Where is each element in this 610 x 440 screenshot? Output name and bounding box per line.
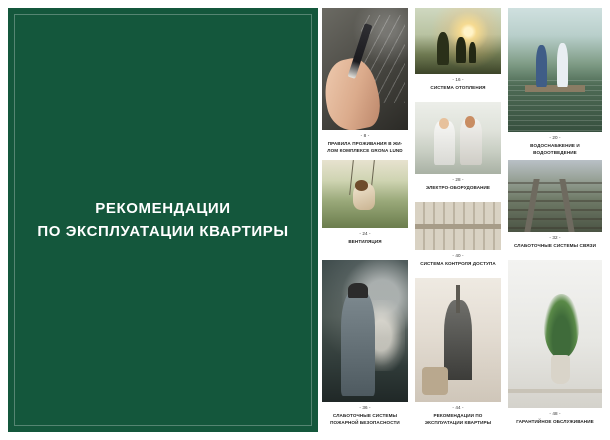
cover-panel	[8, 8, 318, 432]
thumbnail-caption	[322, 228, 408, 246]
thumbnail-caption	[415, 250, 501, 268]
section-label: ВЕНТИЛЯЦИЯ	[348, 238, 382, 244]
page-number: - 36 -	[359, 405, 371, 410]
thumbnail-rules[interactable]	[322, 8, 408, 156]
railway-tracks-photo	[508, 160, 602, 232]
children-on-jetty-photo	[508, 8, 602, 132]
page-number: - 48 -	[549, 411, 561, 416]
family-sunset-silhouette-photo	[415, 8, 501, 74]
thumbnail-recommendations[interactable]	[415, 278, 501, 432]
thumbnail-caption	[508, 132, 602, 156]
thumbnail-ventilation[interactable]	[322, 160, 408, 252]
page-number: - 16 -	[452, 77, 464, 82]
man-with-smoke-photo	[322, 260, 408, 402]
page-number: - 40 -	[452, 253, 464, 258]
wooden-fence-photo	[415, 202, 501, 250]
thumbnail-electrical[interactable]	[415, 102, 501, 198]
thumbnail-caption	[322, 130, 408, 155]
thumbnail-heating[interactable]	[415, 8, 501, 98]
section-label: ЭЛЕКТРО-ОБОРУДОВАНИЕ	[425, 184, 491, 190]
page-number: - 8 -	[360, 133, 370, 138]
page-number: - 20 -	[549, 135, 561, 140]
page-number: - 32 -	[549, 235, 561, 240]
section-label: СЛАБОТОЧНЫЕ СИСТЕМЫ СВЯЗИ	[513, 242, 597, 248]
section-label: СЛАБОТОЧНЫЕ СИСТЕМЫ ПОЖАРНОЙ БЕЗОПАСНОСТИ	[330, 412, 400, 425]
thumbnail-caption	[415, 402, 501, 427]
page-number: - 24 -	[359, 231, 371, 236]
thumbnail-caption	[415, 174, 501, 192]
thumbnail-access-control[interactable]	[415, 202, 501, 274]
cover-title-line-2: ПО ЭКСПЛУАТАЦИИ КВАРТИРЫ	[37, 223, 289, 240]
page-number: - 44 -	[452, 405, 464, 410]
page-number: - 28 -	[452, 177, 464, 182]
girl-on-swing-photo	[322, 160, 408, 228]
couple-in-kitchen-photo	[415, 102, 501, 174]
thumbnail-caption	[415, 74, 501, 92]
section-label: СИСТЕМА КОНТРОЛЯ ДОСТУПА	[420, 260, 496, 266]
section-label: СИСТЕМА ОТОПЛЕНИЯ	[430, 84, 486, 90]
contents-thumbnail-grid	[322, 8, 602, 432]
interior-room-photo	[415, 278, 501, 402]
cover-title-line-1: РЕКОМЕНДАЦИИ	[95, 199, 231, 217]
section-label: РЕКОМЕНДАЦИИ ПО ЭКСПЛУАТАЦИИ КВАРТИРЫ	[424, 412, 492, 425]
page-title	[19, 197, 306, 244]
section-label: ВОДОСНАБЖЕНИЕ И ВОДООТВЕДЕНИЕ	[530, 142, 580, 155]
section-label: ПРАВИЛА ПРОЖИВАНИЯ В ЖИ-ЛОМ КОМПЛЕКСЕ GRONA LUND	[327, 140, 403, 153]
thumbnail-fire-safety[interactable]	[322, 260, 408, 432]
thumbnail-low-current[interactable]	[508, 160, 602, 256]
plant-on-table-photo	[508, 260, 602, 408]
section-label: ГАРАНТИЙНОЕ ОБСЛУЖИВАНИЕ	[516, 418, 594, 424]
thumbnail-water-supply[interactable]	[508, 8, 602, 156]
chalkboard-hand-writing-photo	[322, 8, 408, 130]
thumbnail-caption	[508, 408, 602, 426]
thumbnail-warranty[interactable]	[508, 260, 602, 432]
thumbnail-caption	[508, 232, 602, 250]
thumbnail-caption	[322, 402, 408, 427]
